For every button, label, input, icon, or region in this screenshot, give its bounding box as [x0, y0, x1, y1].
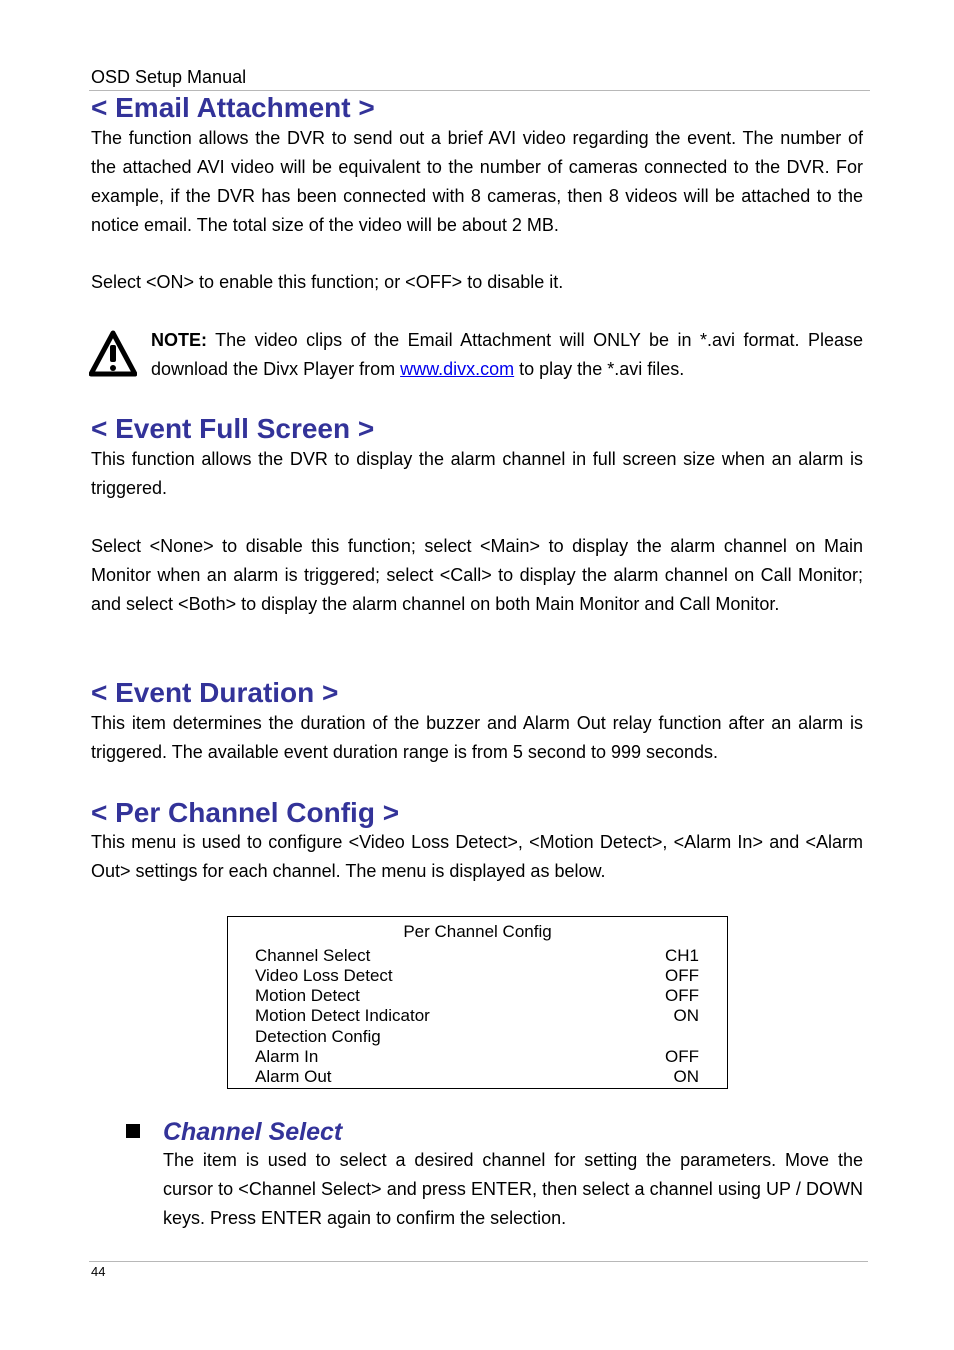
osd-row-label: Video Loss Detect	[255, 966, 393, 985]
osd-menu-title: Per Channel Config	[403, 922, 552, 941]
osd-row-label: Channel Select	[255, 946, 371, 965]
osd-row-value: ON	[673, 1067, 699, 1086]
osd-row-label: Detection Config	[255, 1027, 381, 1046]
osd-row-motion-detect	[255, 986, 699, 1006]
heading-per-channel-config: < Per Channel Config >	[91, 797, 400, 828]
osd-row-value: OFF	[665, 966, 699, 985]
osd-row-label: Motion Detect Indicator	[255, 1006, 430, 1025]
note-text-before: The video clips of the Email Attachment will ONLY be in *.avi format. Please download the Divx Player from	[151, 330, 863, 379]
osd-row-alarm-in	[255, 1047, 699, 1067]
event-full-screen-options: Select <None> to disable this function; select <Main> to display the alarm channel on Main Monitor when an alarm is triggered; select <Call> to display the alarm channel on Call Monitor; and select <Both> to display the alarm channel on both Main Monitor and Call Monitor.	[91, 536, 863, 614]
osd-row-video-loss-detect	[255, 966, 699, 986]
per-channel-config-description: This menu is used to configure <Video Loss Detect>, <Motion Detect>, <Alarm In> and <Alarm Out> settings for each channel. The menu is displayed as below.	[91, 832, 863, 881]
heading-event-duration: < Event Duration >	[91, 677, 339, 708]
osd-row-label: Alarm In	[255, 1047, 319, 1066]
header-title: OSD Setup Manual	[91, 67, 247, 87]
square-bullet-icon	[126, 1124, 140, 1138]
osd-row-value: OFF	[665, 986, 699, 1005]
event-full-screen-description: This function allows the DVR to display the alarm channel in full screen size when an alarm is triggered.	[91, 449, 863, 498]
heading-channel-select: Channel Select	[163, 1118, 343, 1146]
osd-row-detection-config	[255, 1027, 699, 1047]
footer-divider	[89, 1261, 868, 1262]
osd-row-label: Motion Detect	[255, 986, 360, 1005]
warning-triangle-icon	[89, 330, 137, 383]
osd-row-channel-select	[255, 946, 699, 966]
email-attachment-description: The function allows the DVR to send out a brief AVI video regarding the event. The number of the attached AVI video will be equivalent to the number of cameras connected to the DVR. For example, if the DVR has been connected with 8 cameras, then 8 videos will be attached to the notice email. The total size of the video will be about 2 MB.	[91, 128, 863, 235]
osd-row-alarm-out	[255, 1067, 699, 1087]
divx-link[interactable]: www.divx.com	[400, 359, 515, 379]
heading-event-full-screen: < Event Full Screen >	[91, 413, 375, 444]
heading-email-attachment: < Email Attachment >	[91, 92, 375, 123]
osd-row-motion-detect-indicator	[255, 1006, 699, 1026]
channel-select-description: The item is used to select a desired channel for setting the parameters. Move the cursor to <Channel Select> and press ENTER, then select a channel using UP / DOWN keys. Press ENTER again to confirm the selection.	[163, 1150, 863, 1228]
osd-menu-per-channel-config	[227, 916, 728, 1089]
header-divider	[89, 90, 870, 91]
note-text-after: to play the *.avi files.	[514, 359, 685, 379]
event-duration-description: This item determines the duration of the buzzer and Alarm Out relay function after an alarm is triggered. The available event duration range is from 5 second to 999 seconds.	[91, 713, 863, 762]
note-label: NOTE:	[151, 330, 207, 350]
osd-row-label: Alarm Out	[255, 1067, 332, 1086]
note-text	[151, 326, 863, 384]
osd-row-value: CH1	[664, 946, 699, 965]
osd-row-value: OFF	[665, 1047, 699, 1066]
page-number: 44	[91, 1264, 106, 1279]
osd-row-value: ON	[673, 1006, 699, 1025]
email-attachment-select-text: Select <ON> to enable this function; or <OFF> to disable it.	[91, 272, 564, 292]
